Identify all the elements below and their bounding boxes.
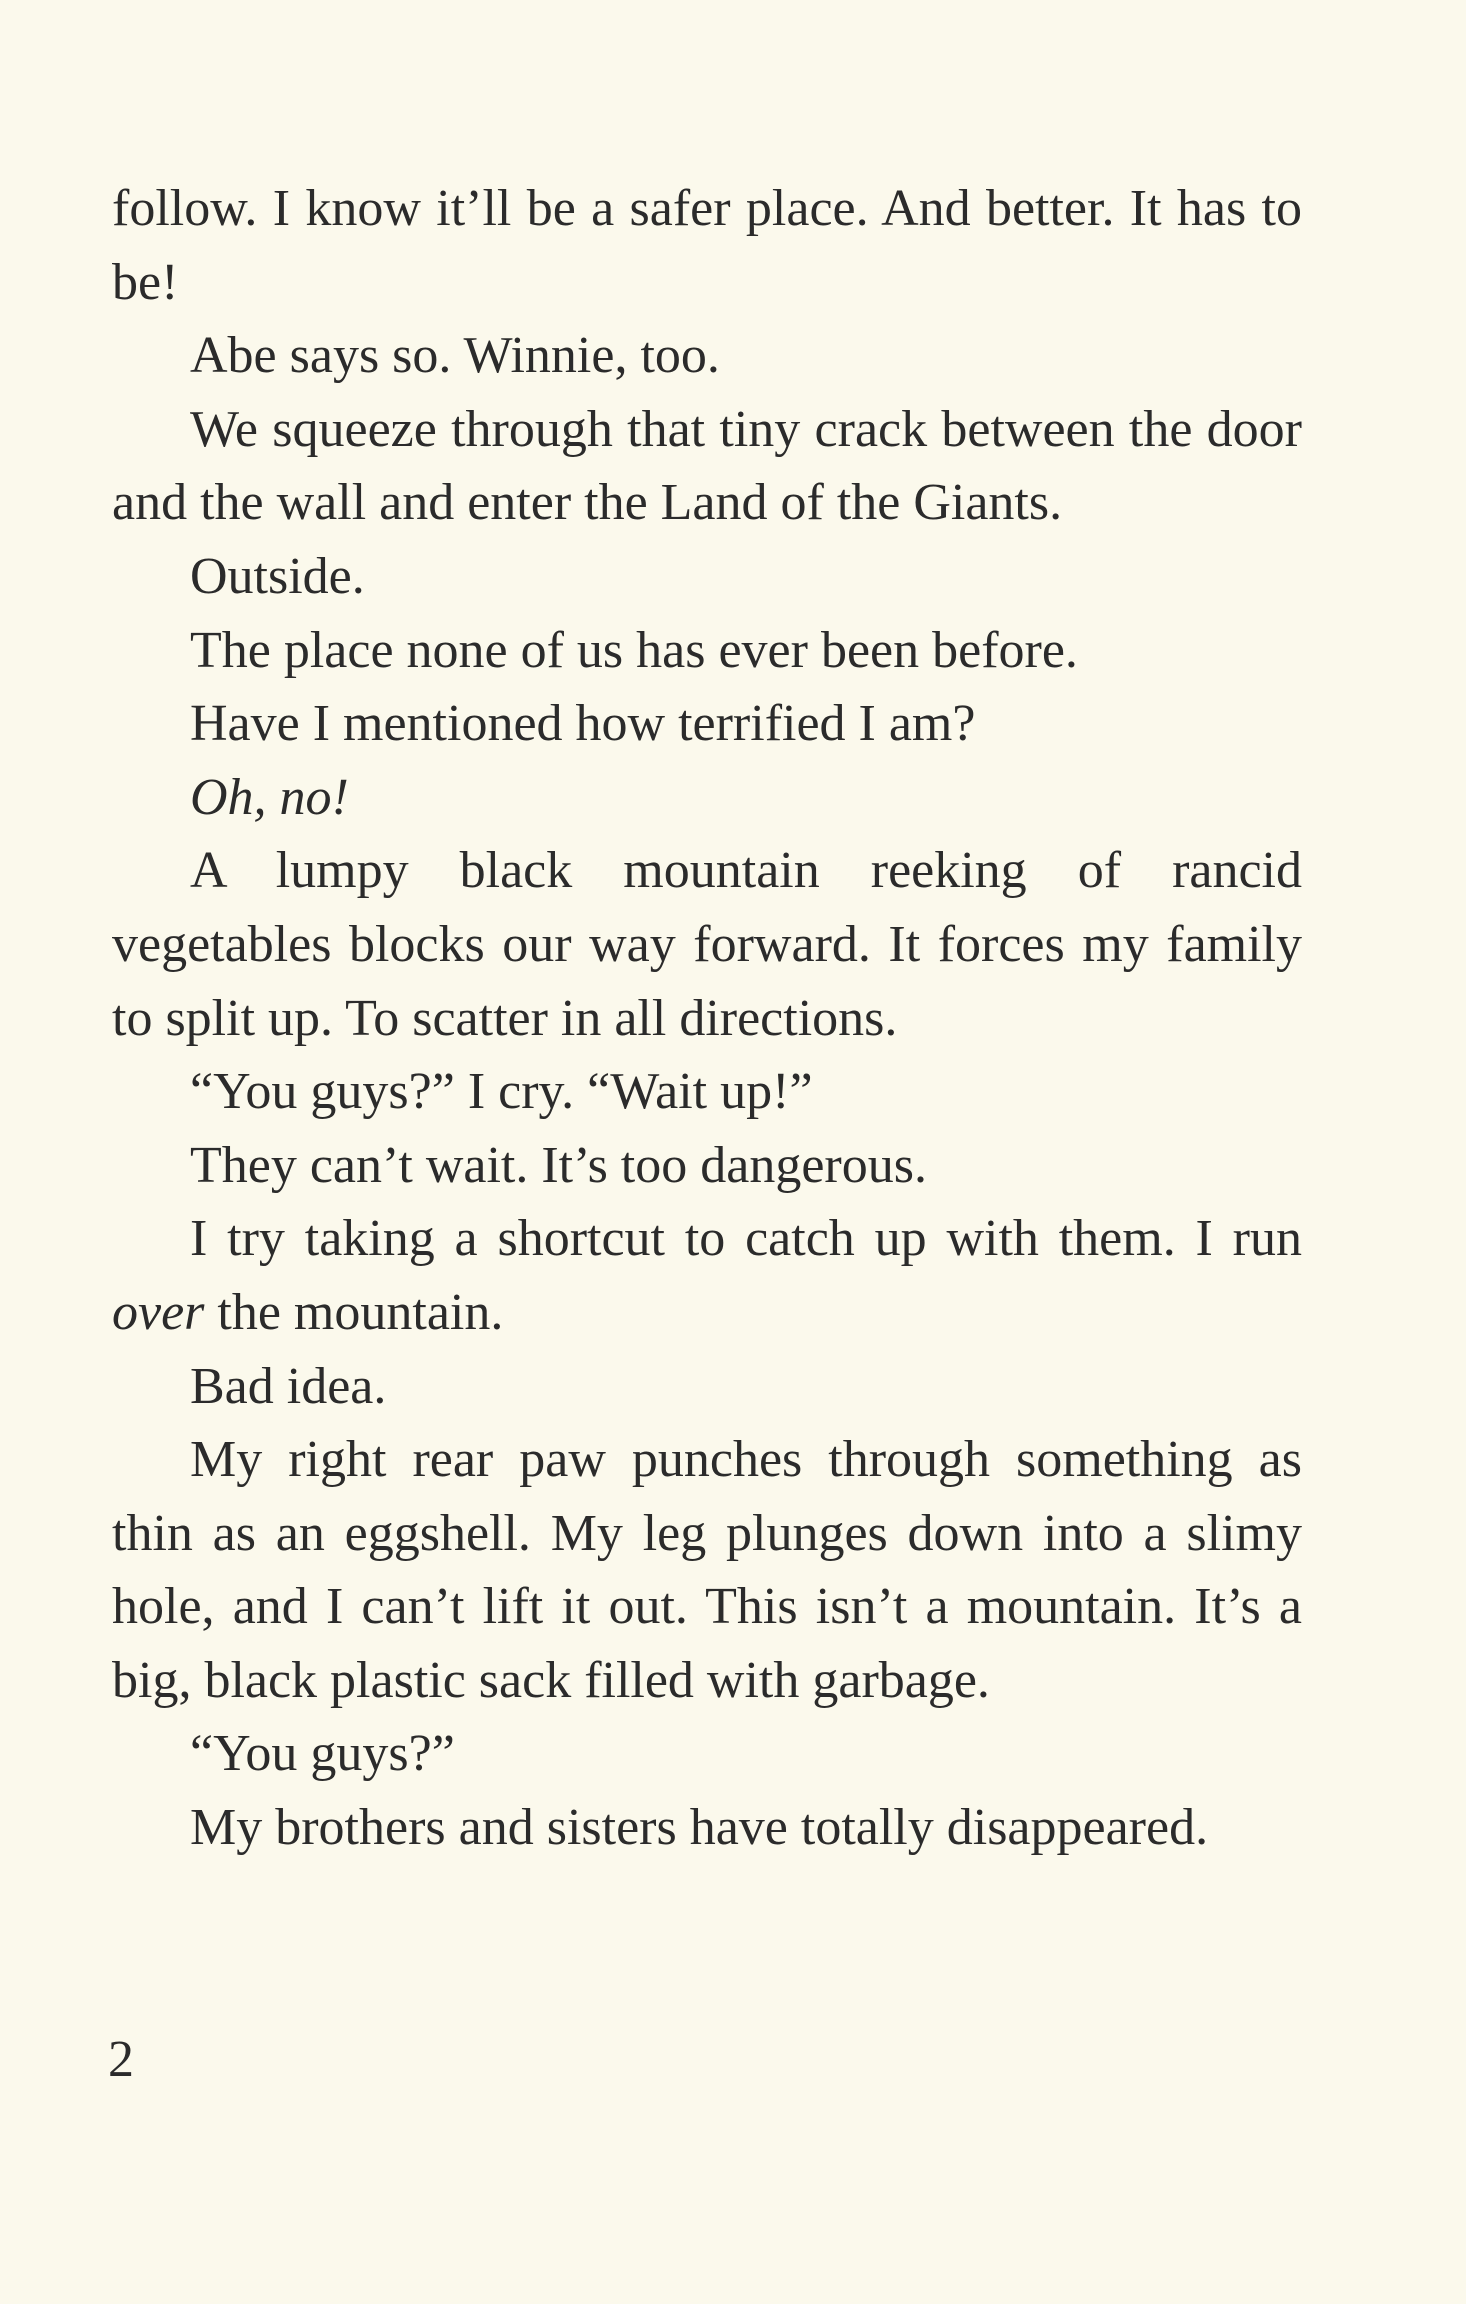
paragraph: “You guys?”	[190, 1725, 455, 1783]
paragraph: A lumpy black mountain reeking of rancid vegetables blocks our way forward. It forces my family to split up. To scatter in all directions.	[112, 842, 1302, 1047]
paragraph-italic: Oh, no!	[190, 768, 349, 826]
paragraph: The place none of us has ever been before.	[190, 621, 1078, 679]
paragraph: My right rear paw punches through something as thin as an eggshell. My leg plunges down into a slimy hole, and I can’t lift it out. This isn’t a mountain. It’s a big, black plastic sack filled with garbage.	[112, 1431, 1302, 1709]
paragraph: My brothers and sisters have totally disappeared.	[190, 1799, 1209, 1857]
page-number: 2	[108, 2031, 134, 2088]
body-text	[112, 172, 1302, 1865]
paragraph	[112, 1202, 1302, 1349]
paragraph: follow. I know it’ll be a safer place. And better. It has to be!	[112, 180, 1302, 311]
paragraph: Outside.	[190, 547, 365, 605]
paragraph: Have I mentioned how terrified I am?	[190, 695, 976, 753]
paragraph: Bad idea.	[190, 1357, 387, 1415]
paragraph-text: the mountain.	[217, 1283, 504, 1341]
paragraph: They can’t wait. It’s too dangerous.	[190, 1136, 927, 1194]
paragraph: Abe says so. Winnie, too.	[190, 327, 720, 385]
emphasis-over: over	[112, 1283, 205, 1341]
paragraph: We squeeze through that tiny crack between the door and the wall and enter the Land of the Giants.	[112, 400, 1302, 532]
paragraph-text: I try taking a shortcut to catch up with them. I run	[190, 1210, 1302, 1268]
paragraph: “You guys?” I cry. “Wait up!”	[190, 1063, 813, 1121]
